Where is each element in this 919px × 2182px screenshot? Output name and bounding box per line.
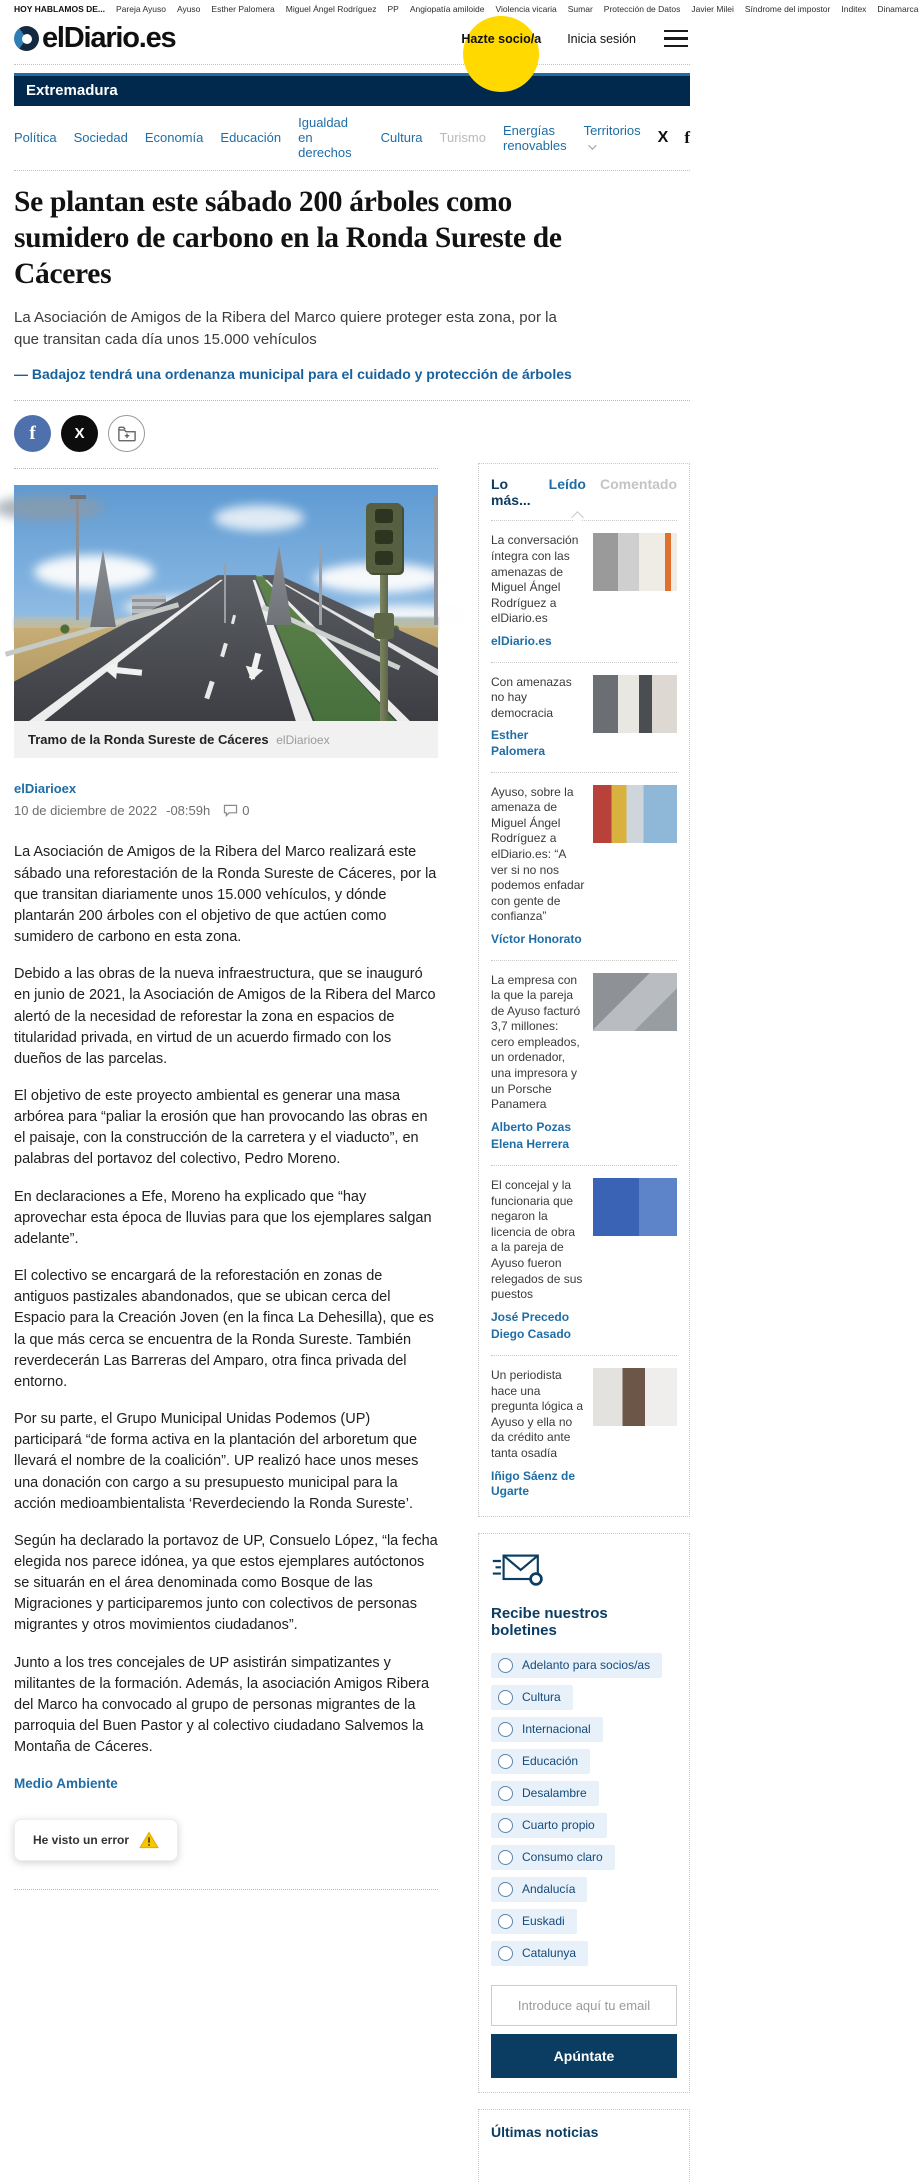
sidebar-article-author[interactable]: Iñigo Sáenz de Ugarte bbox=[491, 1468, 576, 1499]
share-facebook-button[interactable]: f bbox=[14, 415, 51, 452]
radio-icon[interactable] bbox=[498, 1850, 513, 1865]
newsletter-email-input[interactable] bbox=[491, 1985, 677, 2026]
paragraph: En declaraciones a Efe, Moreno ha explicado que “hay aprovechar esta época de lluvias para que los ejemplares salgan adelante”. bbox=[14, 1188, 432, 1247]
latest-news-widget bbox=[478, 2109, 690, 2182]
comment-count: 0 bbox=[242, 803, 250, 819]
sidebar-article-author[interactable]: Alberto Pozas bbox=[491, 1119, 572, 1134]
membership-highlight bbox=[461, 16, 542, 92]
paragraph: Por su parte, el Grupo Municipal Unidas Podemos (UP) participará “de forma activa en la plantación del arboretum que llevará el nombre de la coalición”. UP realizó hace unos meses una donación con cargo a su presupuesto municipal para la acción medioambientalista ‘Reverdeciendo la Ronda Sureste’. bbox=[14, 1411, 419, 1512]
newsletter-option[interactable]: Desalambre bbox=[491, 1781, 599, 1806]
sidebar-article-author[interactable]: José Precedo bbox=[491, 1309, 570, 1324]
save-article-button[interactable] bbox=[108, 415, 145, 452]
tab-lo-mas[interactable]: Lo más... bbox=[491, 476, 531, 509]
radio-icon[interactable] bbox=[498, 1690, 513, 1705]
sidebar-article-title[interactable]: El concejal y la funcionaria que negaron la licencia de obra a la pareja de Ayuso fueron relegados de sus puestos bbox=[491, 1178, 583, 1302]
topbar-topic[interactable]: Ayuso bbox=[176, 4, 201, 14]
byline bbox=[14, 780, 438, 818]
nav-item-sociedad[interactable]: Sociedad bbox=[73, 130, 128, 145]
tag-medio-ambiente[interactable]: Medio Ambiente bbox=[14, 1776, 118, 1792]
radio-icon[interactable] bbox=[498, 1722, 513, 1737]
most-read-widget bbox=[478, 463, 690, 1516]
sidebar-article-author[interactable]: Diego Casado bbox=[491, 1327, 572, 1342]
article-thumbnail[interactable] bbox=[593, 533, 677, 591]
sidebar-article-author[interactable]: Elena Herrera bbox=[491, 1137, 570, 1152]
report-error-button[interactable]: He visto un error bbox=[14, 1819, 178, 1861]
list-item bbox=[491, 1355, 677, 1512]
newsletter-submit-button[interactable]: Apúntate bbox=[491, 2034, 677, 2078]
topbar-topic[interactable]: Javier Milei bbox=[691, 4, 734, 14]
article-thumbnail[interactable] bbox=[593, 675, 677, 733]
article-subtitle: La Asociación de Amigos de la Ribera del Marco quiere proteger esta zona, por la que transitan cada día unos 15.000 vehículos bbox=[14, 308, 557, 348]
tab-comentado[interactable]: Comentado bbox=[600, 476, 677, 493]
paragraph: Debido a las obras de la nueva infraestructura, que se inauguró en junio de 2021, la Asociación de Amigos de la Ribera del Marco alertó de la necesidad de reforestar la zona en espacios de titularidad privada, en virtud de un acuerdo firmado con los dueños de las parcelas. bbox=[14, 966, 436, 1067]
topbar-topic[interactable]: Miguel Ángel Rodríguez bbox=[285, 4, 377, 14]
article-main-column bbox=[14, 401, 438, 1890]
sidebar-article-title[interactable]: Con amenazas no hay democracia bbox=[491, 674, 572, 720]
x-social-icon[interactable]: X bbox=[657, 128, 669, 146]
section-nav bbox=[14, 106, 690, 171]
nav-item-territorios[interactable]: Territorios bbox=[584, 123, 641, 153]
sidebar-article-title[interactable]: La empresa con la que la pareja de Ayuso facturó 3,7 millones: cero empleados, un ordenador, una impresora y un Porsche Panamera bbox=[491, 972, 581, 1112]
related-article-link[interactable]: — Badajoz tendrá una ordenanza municipal para el cuidado y protección de árboles bbox=[14, 366, 572, 383]
topbar-topic[interactable]: PP bbox=[387, 4, 399, 14]
sidebar bbox=[478, 463, 690, 2181]
logo-text: elDiario.es bbox=[42, 22, 176, 54]
topbar-topic[interactable]: Esther Palomera bbox=[211, 4, 275, 14]
newsletter-option[interactable]: Consumo claro bbox=[491, 1845, 615, 1870]
newsletter-title: Recibe nuestros boletines bbox=[491, 1604, 608, 1639]
warning-icon bbox=[139, 1831, 159, 1849]
article-thumbnail[interactable] bbox=[593, 1368, 677, 1426]
article-body bbox=[14, 842, 438, 1758]
menu-icon[interactable] bbox=[662, 26, 690, 52]
radio-icon[interactable] bbox=[498, 1818, 513, 1833]
article-thumbnail[interactable] bbox=[593, 785, 677, 843]
login-button[interactable]: Inicia sesión bbox=[567, 31, 636, 46]
list-item bbox=[491, 520, 677, 661]
comments-link[interactable] bbox=[223, 803, 249, 818]
traffic-light-icon bbox=[366, 503, 402, 573]
nav-item-educacion[interactable]: Educación bbox=[220, 130, 282, 145]
topbar-topic[interactable]: Síndrome del impostor bbox=[744, 4, 831, 14]
paragraph: El objetivo de este proyecto ambiental es generar una masa arbórea para “paliar la erosión que han provocando las obras en el paisaje, con la construcción de la carretera y el viaducto”, en palabras del portavoz del colectivo, Pedro Moreno. bbox=[14, 1088, 428, 1168]
topbar bbox=[14, 0, 919, 16]
facebook-social-icon[interactable]: f bbox=[684, 127, 690, 147]
topbar-topic[interactable]: Violencia vicaria bbox=[495, 4, 557, 14]
sidebar-article-author[interactable]: Esther Palomera bbox=[491, 728, 546, 758]
newsletter-envelope-icon bbox=[491, 1550, 545, 1590]
newsletter-option[interactable]: Euskadi bbox=[491, 1909, 577, 1934]
radio-icon[interactable] bbox=[498, 1786, 513, 1801]
newsletter-option[interactable]: Catalunya bbox=[491, 1941, 588, 1966]
nav-item-turismo[interactable]: Turismo bbox=[439, 130, 486, 145]
topbar-topic[interactable]: Inditex bbox=[841, 4, 867, 14]
list-item bbox=[491, 772, 677, 960]
list-item bbox=[491, 1165, 677, 1355]
section-banner[interactable] bbox=[14, 73, 690, 106]
site-header bbox=[14, 16, 690, 65]
radio-icon[interactable] bbox=[498, 1882, 513, 1897]
nav-item-igualdad[interactable]: Igualdad en derechos bbox=[298, 115, 352, 160]
nav-item-economia[interactable]: Economía bbox=[144, 130, 204, 145]
nav-item-cultura[interactable]: Cultura bbox=[380, 130, 423, 145]
publish-time: -08:59h bbox=[166, 803, 211, 819]
paragraph: Junto a los tres concejales de UP asistirán simpatizantes y militantes de la formación. Además, la asociación Amigos Ribera del Marco ha convocado al grupo de personas migrantes de la parroquia del Buen Pastor y al colectivo ciudadano Salvemos la Montaña de Cáceres. bbox=[14, 1654, 430, 1756]
newsletter-option[interactable]: Internacional bbox=[491, 1717, 603, 1742]
paragraph: Según ha declarado la portavoz de UP, Consuelo López, “la fecha elegida nos parece idónea, ya que estos ejemplares autóctonos se situarán en el área denominada como Bosque de las Migraciones y participaremos junto con colectivos de personas migrantes y otros movimientos ciudadanos”. bbox=[14, 1532, 438, 1634]
sidebar-article-author[interactable]: elDiario.es bbox=[491, 634, 552, 649]
sidebar-article-title[interactable]: Un periodista hace una pregunta lógica a Ayuso y ella no da crédito ante tanta osadía bbox=[491, 1367, 584, 1460]
topbar-topic[interactable]: Sumar bbox=[567, 4, 593, 14]
page-title: Se plantan este sábado 200 árboles como sumidero de carbono en la Ronda Sureste de Cáceres bbox=[14, 186, 562, 290]
caption-text: Tramo de la Ronda Sureste de Cáceres bbox=[28, 732, 269, 748]
article-thumbnail[interactable] bbox=[593, 1178, 677, 1236]
radio-icon[interactable] bbox=[498, 1658, 513, 1673]
newsletter-option[interactable]: Educación bbox=[491, 1749, 590, 1774]
article-photo bbox=[14, 485, 438, 721]
section-name: Extremadura bbox=[26, 82, 118, 99]
share-x-button[interactable]: X bbox=[61, 415, 98, 452]
sidebar-article-title[interactable]: La conversación íntegra con las amenazas de Miguel Ángel Rodríguez a elDiario.es bbox=[491, 533, 579, 626]
list-item bbox=[491, 960, 677, 1166]
logo-mark-icon bbox=[14, 26, 39, 51]
share-row bbox=[14, 401, 438, 468]
comment-bubble-icon bbox=[223, 804, 238, 817]
folder-add-icon bbox=[118, 426, 136, 442]
nav-item-energias[interactable]: Energías renovables bbox=[502, 122, 567, 153]
topbar-label: HOY HABLAMOS DE... bbox=[14, 4, 105, 14]
newsletter-option[interactable]: Adelanto para socios/as bbox=[491, 1653, 662, 1678]
site-logo[interactable] bbox=[14, 22, 176, 55]
header-actions bbox=[461, 26, 690, 52]
newsletter-option[interactable]: Cultura bbox=[491, 1685, 573, 1710]
membership-button[interactable]: Hazte socio/a bbox=[461, 31, 542, 46]
tab-leido[interactable]: Leído bbox=[548, 476, 586, 493]
sidebar-article-title[interactable]: Ayuso, sobre la amenaza de Miguel Ángel Rodríguez a elDiario.es: “A ver si no nos podemos enfadar con gente de confianza” bbox=[491, 784, 585, 924]
topbar-topic[interactable]: Angiopatía amiloide bbox=[409, 4, 485, 14]
topbar-topic[interactable]: Dinamarca bbox=[877, 4, 919, 14]
sidebar-article-author[interactable]: Víctor Honorato bbox=[491, 931, 582, 946]
paragraph: El colectivo se encargará de la reforestación en zonas de antiguos pastizales abandonados, que se ubican cerca del Espacio para la Creación Joven (en la finca La Dehesilla), que es la que más cerca se encuentra de la Ronda Sureste. También reverdecerán Las Barreras del Amparo, otra finca privada del entorno. bbox=[14, 1268, 434, 1390]
radio-icon[interactable] bbox=[498, 1914, 513, 1929]
nav-item-politica[interactable]: Política bbox=[14, 130, 57, 145]
author-link[interactable]: elDiarioex bbox=[14, 781, 77, 797]
article-thumbnail[interactable] bbox=[593, 973, 677, 1031]
newsletter-option[interactable]: Cuarto propio bbox=[491, 1813, 607, 1838]
topbar-topic[interactable]: Protección de Datos bbox=[603, 4, 681, 14]
newsletter-widget bbox=[478, 1533, 690, 2093]
caption-credit: elDiarioex bbox=[276, 733, 330, 748]
list-item bbox=[491, 662, 677, 772]
paragraph: La Asociación de Amigos de la Ribera del Marco realizará este sábado una reforestación de la Ronda Sureste de Cáceres, por la que transitan diariamente unos 15.000 vehículos, y dónde plantarán 200 árboles con el objetivo de que actúen como sumidero de carbono en esta zona. bbox=[14, 844, 437, 946]
latest-news-title[interactable]: Últimas noticias bbox=[491, 2123, 599, 2140]
newsletter-option[interactable]: Andalucía bbox=[491, 1877, 587, 1902]
publish-date: 10 de diciembre de 2022 bbox=[14, 803, 158, 819]
separator bbox=[14, 468, 438, 469]
radio-icon[interactable] bbox=[498, 1754, 513, 1769]
radio-icon[interactable] bbox=[498, 1946, 513, 1961]
chevron-down-icon bbox=[588, 141, 596, 149]
photo-caption bbox=[14, 721, 438, 758]
most-read-tabs bbox=[491, 476, 677, 520]
separator bbox=[14, 1889, 438, 1890]
topbar-topic[interactable]: Pareja Ayuso bbox=[116, 4, 166, 14]
